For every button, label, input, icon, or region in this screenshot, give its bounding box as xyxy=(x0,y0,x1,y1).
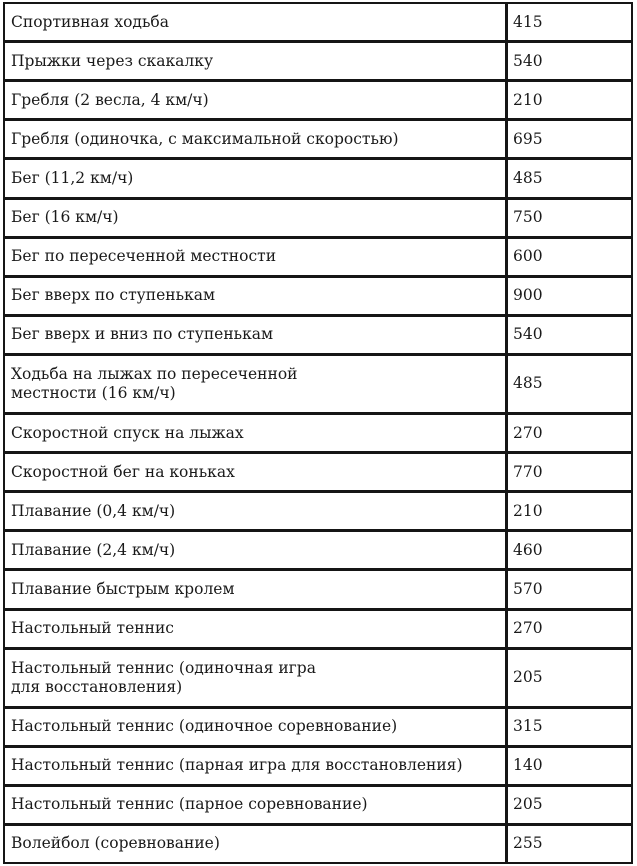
activity-cell xyxy=(5,239,505,275)
activity-name: Настольный теннис (одиночная игра для восстановления) xyxy=(11,658,316,696)
value-cell xyxy=(508,787,631,823)
calorie-value: 270 xyxy=(513,619,543,638)
calorie-value: 140 xyxy=(513,756,543,775)
activity-name: Гребля (одиночка, с максимальной скоростью) xyxy=(11,129,399,148)
value-cell xyxy=(508,454,631,490)
calorie-value: 315 xyxy=(513,717,543,736)
activity-name: Плавание быстрым кролем xyxy=(11,579,235,598)
activity-calorie-table xyxy=(3,2,633,864)
activity-name: Бег (16 км/ч) xyxy=(11,208,119,227)
value-cell xyxy=(508,200,631,236)
activity-name: Гребля (2 весла, 4 км/ч) xyxy=(11,90,209,109)
table-row xyxy=(5,787,631,823)
calorie-value: 600 xyxy=(513,247,543,266)
calorie-value: 540 xyxy=(513,325,543,344)
table-row xyxy=(5,493,631,529)
activity-name: Ходьба на лыжах по пересеченной местности (16 км/ч) xyxy=(11,364,298,402)
value-cell xyxy=(508,415,631,451)
activity-name: Настольный теннис xyxy=(11,619,174,638)
activity-cell xyxy=(5,532,505,568)
calorie-value: 210 xyxy=(513,90,543,109)
value-cell xyxy=(508,43,631,79)
activity-cell xyxy=(5,43,505,79)
activity-name: Бег по пересеченной местности xyxy=(11,247,277,266)
activity-cell xyxy=(5,454,505,490)
activity-name: Волейбол (соревнование) xyxy=(11,834,220,853)
calorie-value: 570 xyxy=(513,579,543,598)
table-row xyxy=(5,571,631,607)
table-row xyxy=(5,160,631,196)
activity-name: Скоростной спуск на лыжах xyxy=(11,423,244,442)
activity-cell xyxy=(5,317,505,353)
calorie-value: 540 xyxy=(513,51,543,70)
calorie-value: 695 xyxy=(513,129,543,148)
activity-cell xyxy=(5,493,505,529)
table-row xyxy=(5,43,631,79)
activity-cell xyxy=(5,278,505,314)
table-row xyxy=(5,611,631,647)
table-row xyxy=(5,356,631,412)
calorie-value: 205 xyxy=(513,795,543,814)
activity-name: Скоростной бег на коньках xyxy=(11,462,235,481)
activity-name: Плавание (0,4 км/ч) xyxy=(11,501,176,520)
activity-cell xyxy=(5,356,505,412)
activity-name: Бег вверх и вниз по ступенькам xyxy=(11,325,274,344)
calorie-value: 415 xyxy=(513,12,543,31)
table-row xyxy=(5,4,631,40)
value-cell xyxy=(508,317,631,353)
activity-cell xyxy=(5,200,505,236)
activity-cell xyxy=(5,4,505,40)
activity-name: Бег (11,2 км/ч) xyxy=(11,168,134,187)
value-cell xyxy=(508,239,631,275)
activity-cell xyxy=(5,748,505,784)
calorie-value: 255 xyxy=(513,834,543,853)
value-cell xyxy=(508,611,631,647)
activity-name: Настольный теннис (парная игра для восстановления) xyxy=(11,756,463,775)
table-row xyxy=(5,532,631,568)
value-cell xyxy=(508,571,631,607)
value-cell xyxy=(508,532,631,568)
value-cell xyxy=(508,709,631,745)
calorie-value: 210 xyxy=(513,501,543,520)
activity-cell xyxy=(5,709,505,745)
value-cell xyxy=(508,493,631,529)
table-row xyxy=(5,121,631,157)
activity-name: Настольный теннис (одиночное соревнование) xyxy=(11,717,398,736)
value-cell xyxy=(508,356,631,412)
calorie-value: 270 xyxy=(513,423,543,442)
activity-cell xyxy=(5,826,505,862)
value-cell xyxy=(508,826,631,862)
value-cell xyxy=(508,650,631,706)
table-row xyxy=(5,317,631,353)
activity-cell xyxy=(5,650,505,706)
table-row xyxy=(5,454,631,490)
activity-name: Настольный теннис (парное соревнование) xyxy=(11,795,368,814)
activity-cell xyxy=(5,121,505,157)
table-row xyxy=(5,748,631,784)
value-cell xyxy=(508,748,631,784)
value-cell xyxy=(508,121,631,157)
activity-cell xyxy=(5,82,505,118)
calorie-value: 770 xyxy=(513,462,543,481)
table-row xyxy=(5,278,631,314)
table-row xyxy=(5,415,631,451)
activity-cell xyxy=(5,160,505,196)
calorie-value: 485 xyxy=(513,168,543,187)
value-cell xyxy=(508,4,631,40)
activity-cell xyxy=(5,415,505,451)
calorie-value: 460 xyxy=(513,540,543,559)
table-row xyxy=(5,82,631,118)
value-cell xyxy=(508,82,631,118)
activity-name: Прыжки через скакалку xyxy=(11,51,214,70)
activity-name: Спортивная ходьба xyxy=(11,12,169,31)
value-cell xyxy=(508,160,631,196)
calorie-value: 900 xyxy=(513,286,543,305)
activity-cell xyxy=(5,787,505,823)
table-row xyxy=(5,650,631,706)
value-cell xyxy=(508,278,631,314)
activity-cell xyxy=(5,611,505,647)
calorie-value: 485 xyxy=(513,374,543,393)
calorie-value: 205 xyxy=(513,668,543,687)
table-row xyxy=(5,239,631,275)
activity-name: Плавание (2,4 км/ч) xyxy=(11,540,176,559)
calorie-value: 750 xyxy=(513,208,543,227)
table-row xyxy=(5,200,631,236)
table-row xyxy=(5,709,631,745)
activity-name: Бег вверх по ступенькам xyxy=(11,286,216,305)
table-row xyxy=(5,826,631,862)
activity-cell xyxy=(5,571,505,607)
